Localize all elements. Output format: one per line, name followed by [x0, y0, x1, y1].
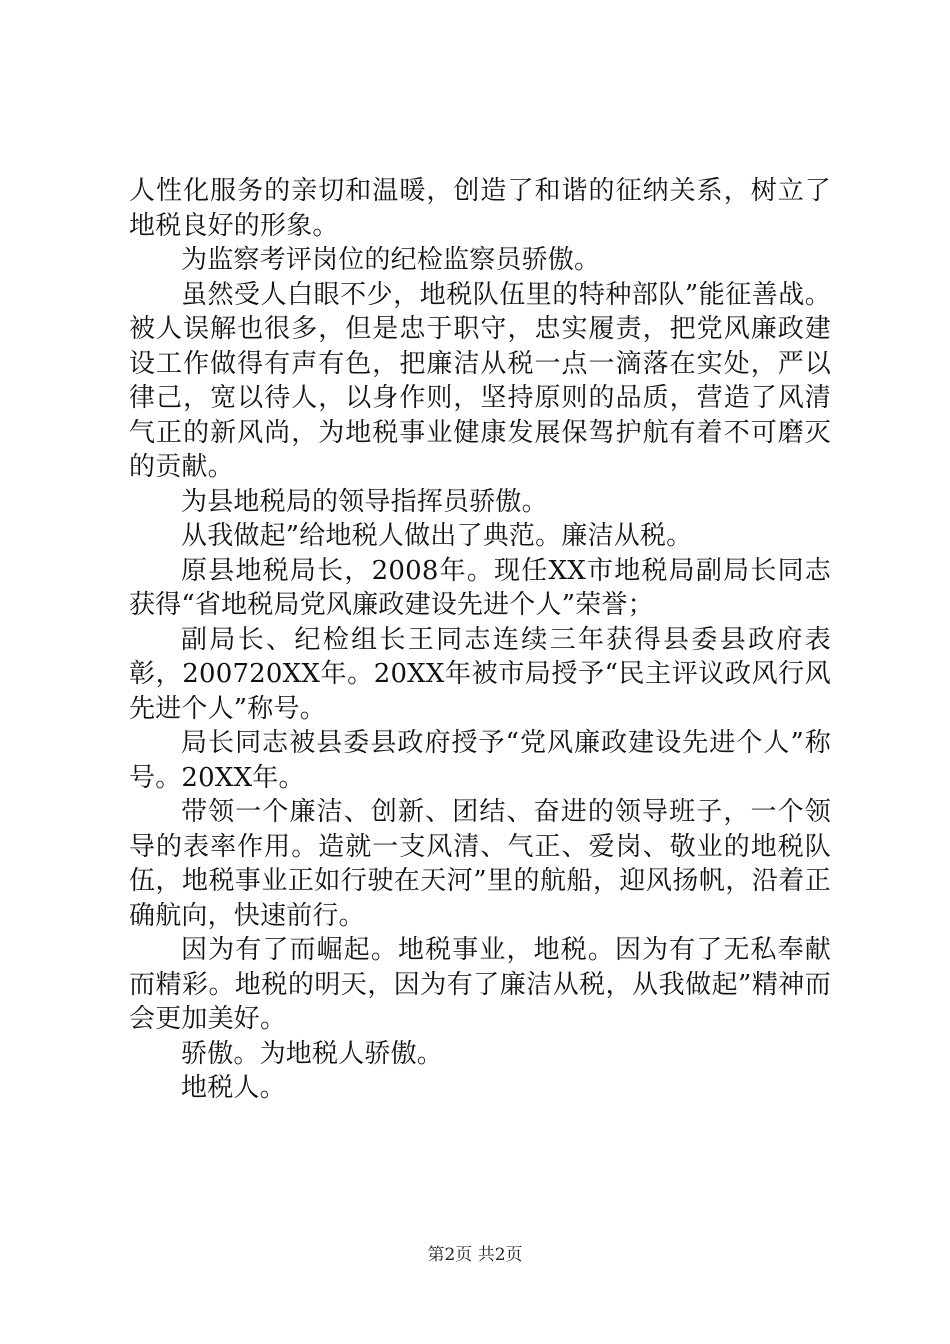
- paragraph-7: 副局长、纪检组长王同志连续三年获得县委县政府表彰，200720XX年。20XX年被市局授予“民主评议政风行风先进个人”称号。: [129, 624, 831, 724]
- paragraph-8: 局长同志被县委县政府授予“党风廉政建设先进个人”称号。20XX年。: [129, 728, 831, 793]
- paragraph-11: 骄傲。为地税人骄傲。: [181, 1038, 444, 1069]
- paragraph-4: 为县地税局的领导指挥员骄傲。: [181, 486, 548, 517]
- page-number-footer: 第2页 共2页: [427, 1245, 523, 1265]
- paragraph-2: 为监察考评岗位的纪检监察员骄傲。: [181, 245, 601, 275]
- document-body: [129, 174, 831, 1106]
- paragraph-3: 虽然受人白眼不少，地税队伍里的特种部队”能征善战。被人误解也很多，但是忠于职守，忠实履责，把党风廉政建设工作做得有声有色，把廉洁从税一点一滴落在实处，严以律己，宽以待人，以身作则，坚持原则的品质，营造了风清气正的新风尚，为地税事业健康发展保驾护航有着不可磨灭的贡献。: [129, 279, 831, 482]
- paragraph-1: 人性化服务的亲切和温暖，创造了和谐的征纳关系，树立了地税良好的形象。: [129, 176, 831, 241]
- paragraph-5: 从我做起”给地税人做出了典范。廉洁从税。: [181, 521, 693, 551]
- paragraph-6: 原县地税局长，2008年。现任XX市地税局副局长同志获得“省地税局党风廉政建设先进个人”荣誉；: [129, 555, 831, 620]
- paragraph-9: 带领一个廉洁、创新、团结、奋进的领导班子，一个领导的表率作用。造就一支风清、气正、爱岗、敬业的地税队伍，地税事业正如行驶在天河”里的航船，迎风扬帆，沿着正确航向，快速前行。: [129, 797, 831, 931]
- paragraph-10: 因为有了而崛起。地税事业，地税。因为有了无私奉献而精彩。地税的明天，因为有了廉洁从税，从我做起”精神而会更加美好。: [129, 935, 831, 1034]
- paragraph-12: 地税人。: [181, 1073, 286, 1103]
